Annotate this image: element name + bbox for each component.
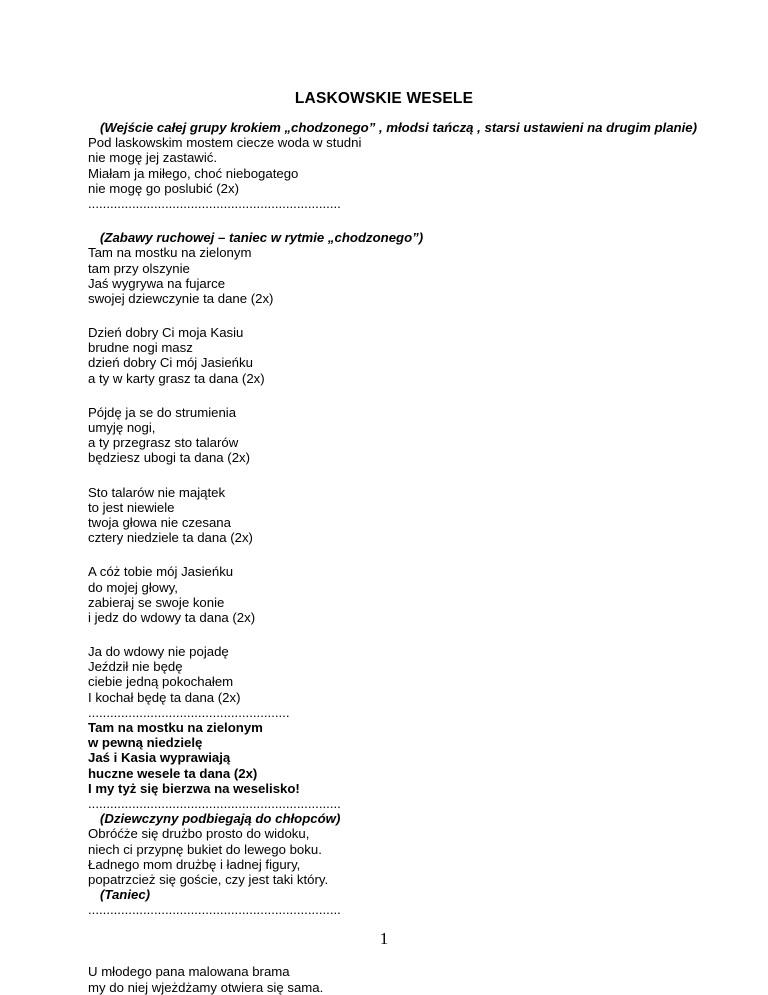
verse-line: swojej dziewczynie ta dane (2x)	[88, 290, 274, 306]
verse-line-bold: huczne wesele ta dana (2x)	[88, 765, 258, 781]
stage-direction: (Taniec)	[100, 887, 151, 903]
verse-line: Miałam ja miłego, choć niebogatego	[88, 165, 299, 181]
stage-direction: (Wejście całej grupy krokiem „chodzonego” , młodsi tańczą , starsi ustawieni na drugim planie)	[100, 120, 698, 135]
verse-line: zabieraj se swoje konie	[88, 594, 225, 610]
verse-line: to jest niewiele	[88, 499, 175, 515]
page-number: 1	[379, 929, 389, 948]
spacer	[88, 545, 688, 564]
verse-line-bold: Jaś i Kasia wyprawiają	[88, 750, 231, 766]
verse-line-bold: Tam na mostku na zielonym	[88, 720, 263, 735]
verse-line: brudne nogi masz	[88, 340, 193, 356]
verse-line: cztery niedziele ta dana (2x)	[88, 530, 253, 546]
spacer	[88, 625, 688, 644]
spacer	[88, 386, 688, 405]
verse-line: I kochał będę ta dana (2x)	[88, 689, 241, 705]
verse-line: a ty przegrasz sto talarów	[88, 435, 239, 451]
verse-line: Ładnego mom drużbę i ładnej figury,	[88, 856, 301, 872]
verse-line: A cóż tobie mój Jasieńku	[88, 564, 234, 580]
spacer	[88, 306, 688, 325]
verse-line: Jeździł nie będę	[88, 659, 183, 675]
stage-direction: (Zabawy ruchowej – taniec w rytmie „chodzonego”)	[100, 230, 424, 246]
stanza	[88, 405, 688, 466]
verse-line: i jedz do wdowy ta dana (2x)	[88, 609, 256, 625]
verse-line: popatrzcież się goście, czy jest taki który.	[88, 871, 329, 887]
document-body	[88, 120, 698, 995]
verse-line: nie mogę jej zastawić.	[88, 150, 218, 166]
spacer	[88, 466, 688, 485]
verse-line: tam przy olszynie	[88, 260, 190, 276]
verse-line: a ty w karty grasz ta dana (2x)	[88, 370, 265, 386]
stanza	[88, 325, 688, 386]
dotted-separator: .....................................................................	[88, 195, 341, 211]
verse-line: twoja głowa nie czesana	[88, 514, 231, 530]
verse-line: Dzień dobry Ci moja Kasiu	[88, 325, 244, 341]
verse-line: niech ci przypnę bukiet do lewego boku.	[88, 841, 322, 857]
verse-line: dzień dobry Ci mój Jasieńku	[88, 355, 253, 371]
verse-line: Tam na mostku na zielonym	[88, 245, 252, 261]
stanza	[88, 245, 688, 306]
verse-line: my do niej wjeżdżamy otwiera się sama.	[88, 979, 324, 995]
verse-line: Pod laskowskim mostem ciecze woda w studni	[88, 135, 362, 151]
verse-line: Sto talarów nie majątek	[88, 484, 226, 500]
verse-line: U młodego pana malowana brama	[88, 964, 290, 980]
spacer	[88, 211, 688, 230]
verse-line: będziesz ubogi ta dana (2x)	[88, 450, 251, 466]
dotted-separator: .....................................................................	[88, 795, 341, 811]
stanza	[88, 564, 688, 625]
stanza	[88, 644, 688, 705]
page-title: LASKOWSKIE WESELE	[294, 90, 474, 107]
verse-line: Pójdę ja se do strumienia	[88, 404, 237, 420]
verse-line: Ja do wdowy nie pojadę	[88, 644, 229, 660]
verse-line: ciebie jedną pokochałem	[88, 674, 234, 690]
verse-line: nie mogę go poslubić (2x)	[88, 180, 240, 196]
verse-line: Jaś wygrywa na fujarce	[88, 275, 226, 291]
stanza	[88, 485, 688, 546]
dotted-separator: .....................................................................	[88, 902, 341, 918]
stage-direction: (Dziewczyny podbiegają do chłopców)	[100, 811, 341, 827]
verse-line-bold: I my tyż się bierzwa na weselisko!	[88, 780, 300, 796]
verse-line: Obróćże się drużbo prosto do widoku,	[88, 826, 310, 842]
dotted-separator: .......................................................	[88, 704, 290, 720]
verse-line: umyję nogi,	[88, 420, 156, 435]
verse-line: do mojej głowy,	[88, 579, 178, 595]
verse-line-bold: w pewną niedzielę	[88, 735, 203, 751]
